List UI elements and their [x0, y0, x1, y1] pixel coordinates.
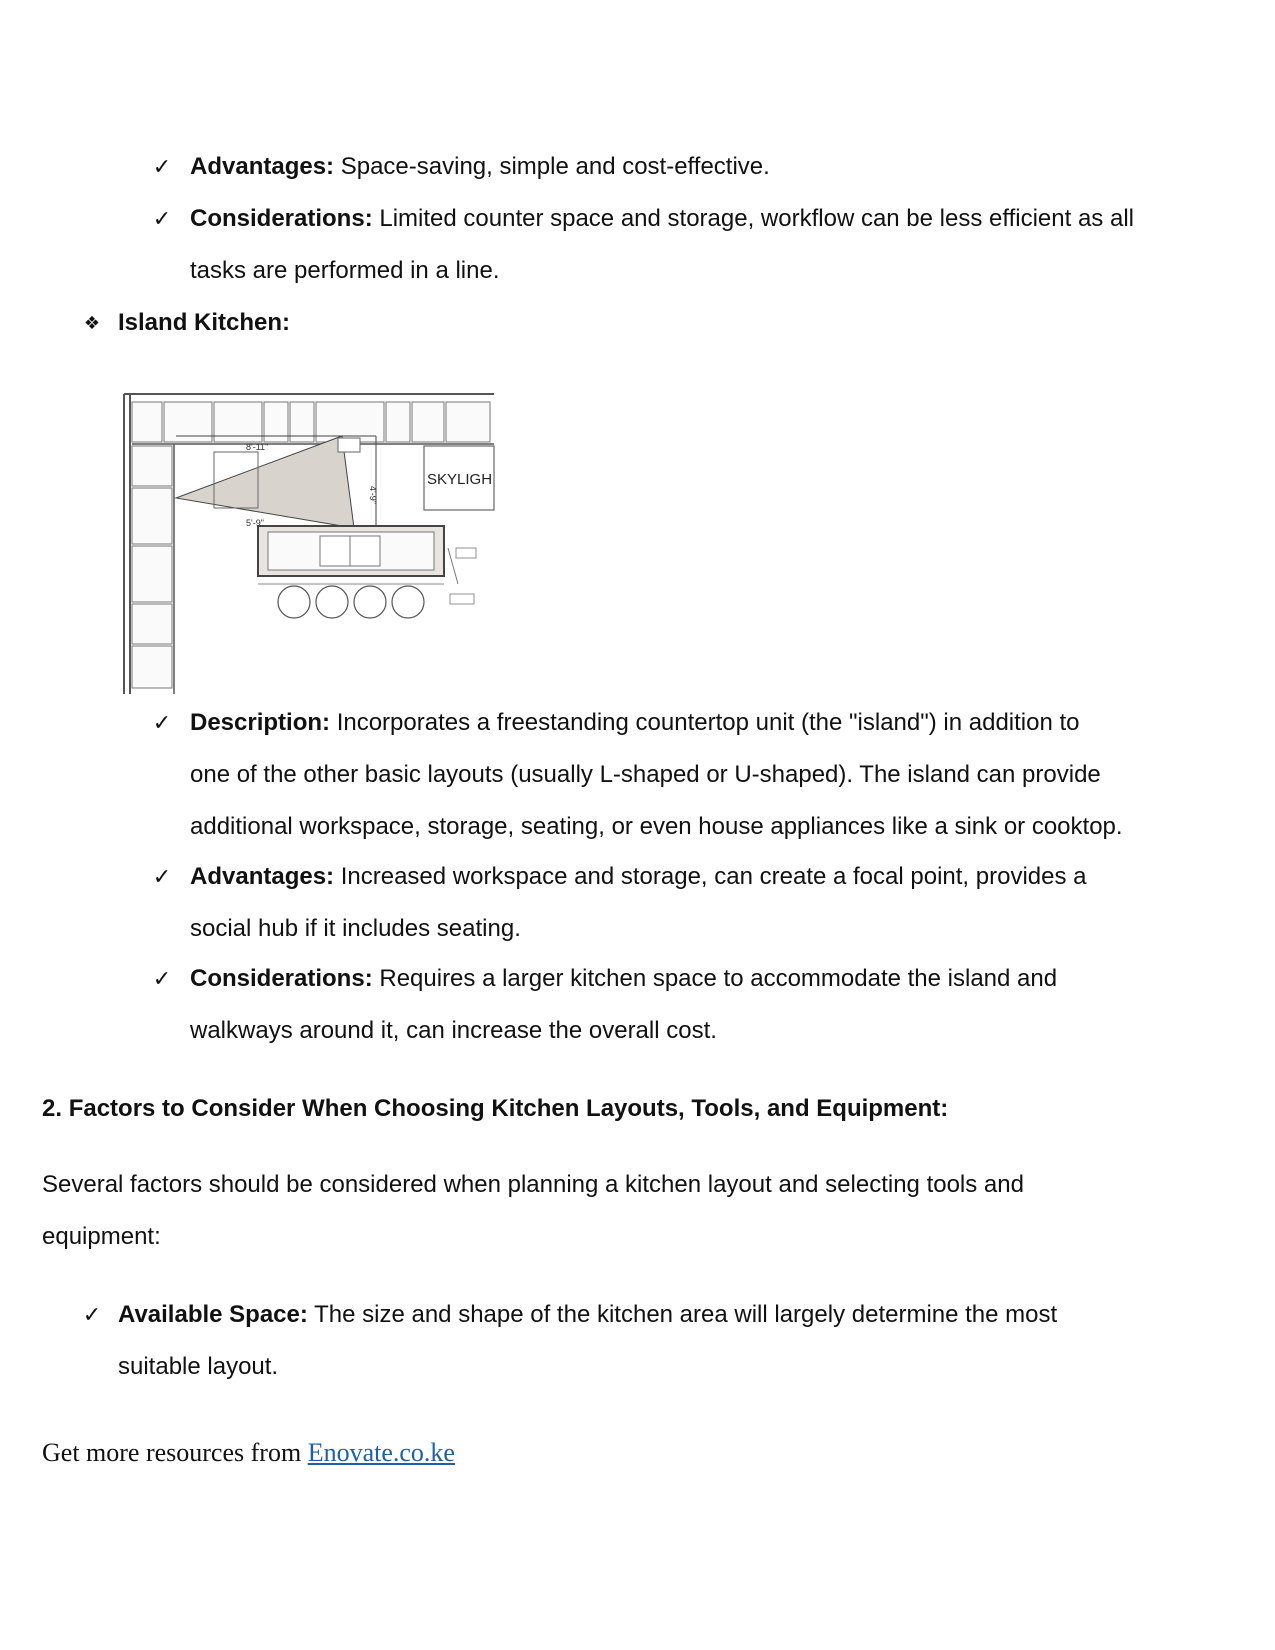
- footer: [42, 1438, 455, 1468]
- item-label: Description:: [190, 709, 331, 736]
- item-text: Increased workspace and storage, can create a focal point, provides a: [340, 863, 1087, 890]
- item-text: Space-saving, simple and cost-effective.: [340, 153, 770, 180]
- footer-text: Get more resources from: [42, 1438, 308, 1467]
- enovate-link[interactable]: Enovate.co.ke: [307, 1438, 455, 1467]
- svg-text:5'-9": 5'-9": [246, 518, 264, 528]
- checkmark-icon: ✓: [152, 154, 172, 179]
- item-label: Advantages:: [190, 863, 335, 890]
- item-text-continued: walkways around it, can increase the overall cost.: [190, 1017, 717, 1044]
- item-text-continued: suitable layout.: [118, 1353, 279, 1380]
- section-heading: [42, 1094, 948, 1124]
- item-text: The size and shape of the kitchen area will largely determine the most: [314, 1301, 1058, 1328]
- list-item: [190, 708, 1080, 738]
- list-item: [190, 862, 1087, 892]
- item-text-continued: one of the other basic layouts (usually L-shaped or U-shaped). The island can provide: [190, 761, 1101, 788]
- checkmark-icon: ✓: [82, 1302, 102, 1327]
- item-text-continued: additional workspace, storage, seating, or even house appliances like a sink or cooktop.: [190, 813, 1123, 840]
- item-text: Requires a larger kitchen space to accommodate the island and: [379, 965, 1058, 992]
- item-text: Limited counter space and storage, workflow can be less efficient as all: [379, 205, 1134, 232]
- list-item: [190, 204, 1134, 234]
- skylight-label: SKYLIGH: [427, 471, 493, 488]
- section-title: Factors to Consider When Choosing Kitchen Layouts, Tools, and Equipment:: [68, 1095, 949, 1122]
- intro-paragraph-line: Several factors should be considered when planning a kitchen layout and selecting tools and: [42, 1171, 1024, 1198]
- checkmark-icon: ✓: [152, 710, 172, 735]
- svg-text:4'-9": 4'-9": [368, 486, 378, 504]
- item-text-continued: social hub if it includes seating.: [190, 915, 521, 942]
- item-label: Advantages:: [190, 153, 335, 180]
- list-item: [118, 1300, 1057, 1330]
- list-item: [190, 152, 770, 182]
- item-text-continued: tasks are performed in a line.: [190, 257, 500, 284]
- island-kitchen-floor-plan: [118, 388, 508, 698]
- item-label: Considerations:: [190, 965, 373, 992]
- item-label: Available Space:: [118, 1301, 308, 1328]
- intro-paragraph-line: equipment:: [42, 1223, 161, 1250]
- checkmark-icon: ✓: [152, 206, 172, 231]
- section-number: 2.: [42, 1095, 63, 1122]
- list-item: [190, 964, 1057, 994]
- svg-text:8'-11": 8'-11": [246, 442, 269, 452]
- item-label: Considerations:: [190, 205, 373, 232]
- island-kitchen-heading: Island Kitchen:: [118, 309, 291, 336]
- checkmark-icon: ✓: [152, 864, 172, 889]
- checkmark-icon: ✓: [152, 966, 172, 991]
- item-text: Incorporates a freestanding countertop unit (the "island") in addition to: [336, 709, 1080, 736]
- diamond-bullet-icon: ❖: [83, 313, 101, 333]
